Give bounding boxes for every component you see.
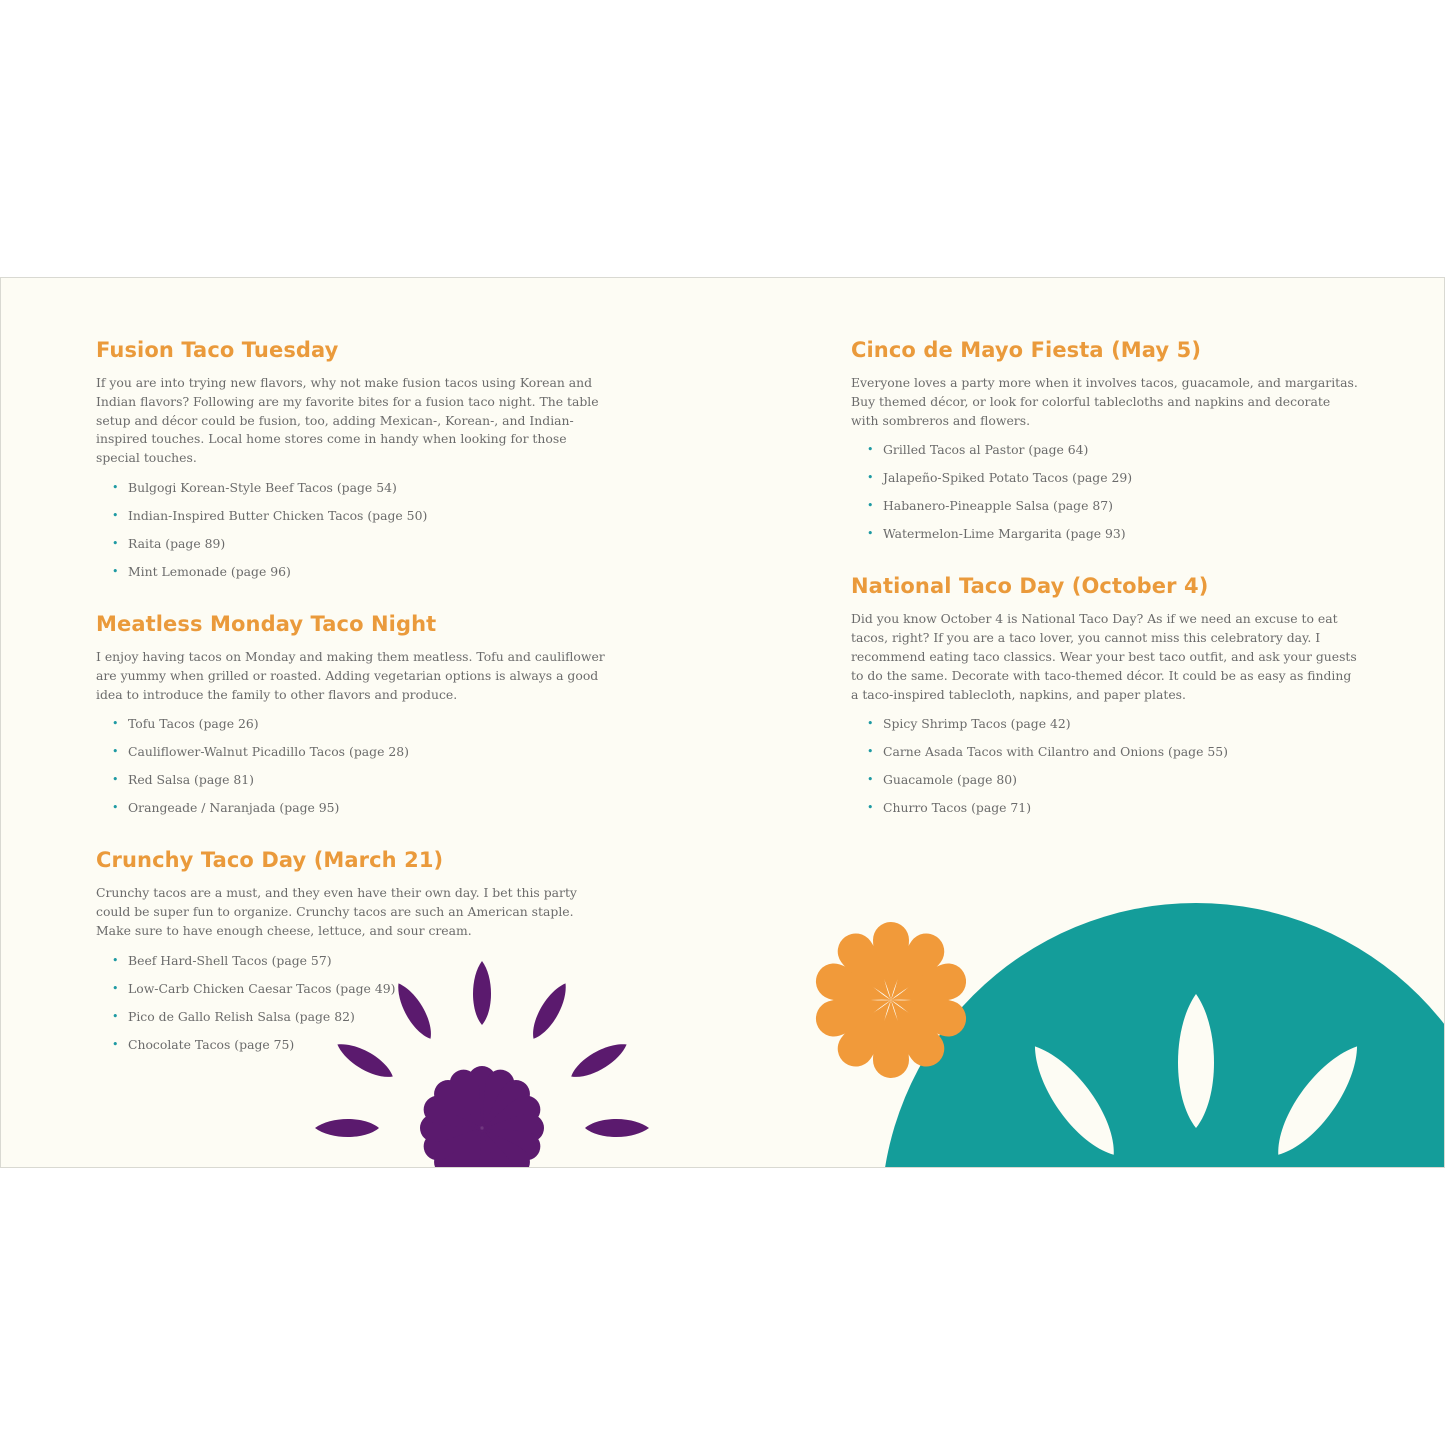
bullet-icon: • bbox=[867, 499, 874, 513]
list-item: • Orangeade / Naranjada (page 95) bbox=[112, 794, 606, 822]
recipe-list bbox=[851, 710, 1361, 822]
recipe-list bbox=[96, 947, 606, 1059]
recipe-list bbox=[851, 436, 1361, 548]
book-spread bbox=[0, 277, 1445, 1168]
list-item: • Jalapeño-Spiked Potato Tacos (page 29) bbox=[867, 464, 1361, 492]
bullet-icon: • bbox=[112, 536, 119, 550]
bullet-icon: • bbox=[112, 745, 119, 759]
bullet-icon: • bbox=[112, 953, 119, 967]
teal-disc-icon bbox=[881, 903, 1444, 1167]
list-item: • Mint Lemonade (page 96) bbox=[112, 558, 606, 586]
bullet-icon: • bbox=[867, 801, 874, 815]
list-item: • Spicy Shrimp Tacos (page 42) bbox=[867, 710, 1361, 738]
bullet-icon: • bbox=[112, 801, 119, 815]
section-body: I enjoy having tacos on Monday and making them meatless. Tofu and cauliflower are yummy when grilled or roasted. Adding vegetarian options is always a good idea to introduce the family to other flavors and produce. bbox=[96, 648, 605, 702]
section-meatless-monday bbox=[96, 612, 606, 822]
section-national-taco-day bbox=[851, 574, 1361, 822]
list-item: • Raita (page 89) bbox=[112, 530, 606, 558]
bullet-icon: • bbox=[867, 745, 874, 759]
section-body: Did you know October 4 is National Taco Day? As if we need an excuse to eat tacos, right? If you are a taco lover, you cannot miss this celebratory day. I recommend eating taco classics. Wear your best taco outfit, and ask your guests to do the same. Decorate with taco-themed décor. It could be as easy as finding a taco-inspired tablecloth, napkins, and paper plates. bbox=[851, 611, 1357, 702]
list-item: • Bulgogi Korean-Style Beef Tacos (page 54) bbox=[112, 474, 606, 502]
bullet-icon: • bbox=[112, 981, 119, 995]
list-item: • Churro Tacos (page 71) bbox=[867, 794, 1361, 822]
list-item: • Pico de Gallo Relish Salsa (page 82) bbox=[112, 1003, 606, 1031]
bullet-icon: • bbox=[112, 1009, 119, 1023]
section-heading: Meatless Monday Taco Night bbox=[96, 611, 437, 636]
list-item: • Habanero-Pineapple Salsa (page 87) bbox=[867, 492, 1361, 520]
bullet-icon: • bbox=[112, 717, 119, 731]
bullet-icon: • bbox=[867, 717, 874, 731]
list-item: • Tofu Tacos (page 26) bbox=[112, 710, 606, 738]
bullet-icon: • bbox=[867, 443, 874, 457]
list-item: • Indian-Inspired Butter Chicken Tacos (page 50) bbox=[112, 502, 606, 530]
bullet-icon: • bbox=[112, 1037, 119, 1051]
bullet-icon: • bbox=[112, 564, 119, 578]
list-item: • Low-Carb Chicken Caesar Tacos (page 49) bbox=[112, 975, 606, 1003]
section-heading: Cinco de Mayo Fiesta (May 5) bbox=[851, 338, 1202, 362]
section-body: If you are into trying new flavors, why not make fusion tacos using Korean and Indian flavors? Following are my favorite bites for a fusion taco night. The table setup and décor could be fusion, too, adding Mexican-, Korean-, and Indian-inspired touches. Local home stores come in handy when looking for those special touches. bbox=[96, 375, 599, 466]
section-heading: Crunchy Taco Day (March 21) bbox=[96, 848, 444, 873]
left-column bbox=[96, 338, 606, 1085]
list-item: • Carne Asada Tacos with Cilantro and Onions (page 55) bbox=[867, 738, 1361, 766]
list-item: • Beef Hard-Shell Tacos (page 57) bbox=[112, 947, 606, 975]
list-item: • Grilled Tacos al Pastor (page 64) bbox=[867, 436, 1361, 464]
bullet-icon: • bbox=[112, 773, 119, 787]
list-item: • Guacamole (page 80) bbox=[867, 766, 1361, 794]
right-column bbox=[851, 338, 1361, 848]
recipe-list bbox=[96, 710, 606, 822]
section-body: Crunchy tacos are a must, and they even have their own day. I bet this party could be super fun to organize. Crunchy tacos are such an American staple. Make sure to have enough cheese, lettuce, and sour cream. bbox=[96, 885, 577, 938]
bullet-icon: • bbox=[867, 471, 874, 485]
section-heading: National Taco Day (October 4) bbox=[851, 574, 1209, 599]
section-crunchy-taco-day bbox=[96, 848, 606, 1058]
section-cinco-de-mayo bbox=[851, 338, 1361, 548]
bullet-icon: • bbox=[867, 773, 874, 787]
bullet-icon: • bbox=[112, 480, 119, 494]
list-item: • Watermelon-Lime Margarita (page 93) bbox=[867, 520, 1361, 548]
section-body: Everyone loves a party more when it involves tacos, guacamole, and margaritas. Buy themed décor, or look for colorful tablecloths and napkins and decorate with sombreros and flowers. bbox=[851, 375, 1358, 428]
section-fusion-taco-tuesday bbox=[96, 338, 606, 586]
list-item: • Cauliflower-Walnut Picadillo Tacos (page 28) bbox=[112, 738, 606, 766]
list-item: • Chocolate Tacos (page 75) bbox=[112, 1031, 606, 1059]
bullet-icon: • bbox=[112, 508, 119, 522]
section-heading: Fusion Taco Tuesday bbox=[96, 338, 339, 362]
bullet-icon: • bbox=[867, 527, 874, 541]
list-item: • Red Salsa (page 81) bbox=[112, 766, 606, 794]
recipe-list bbox=[96, 474, 606, 586]
